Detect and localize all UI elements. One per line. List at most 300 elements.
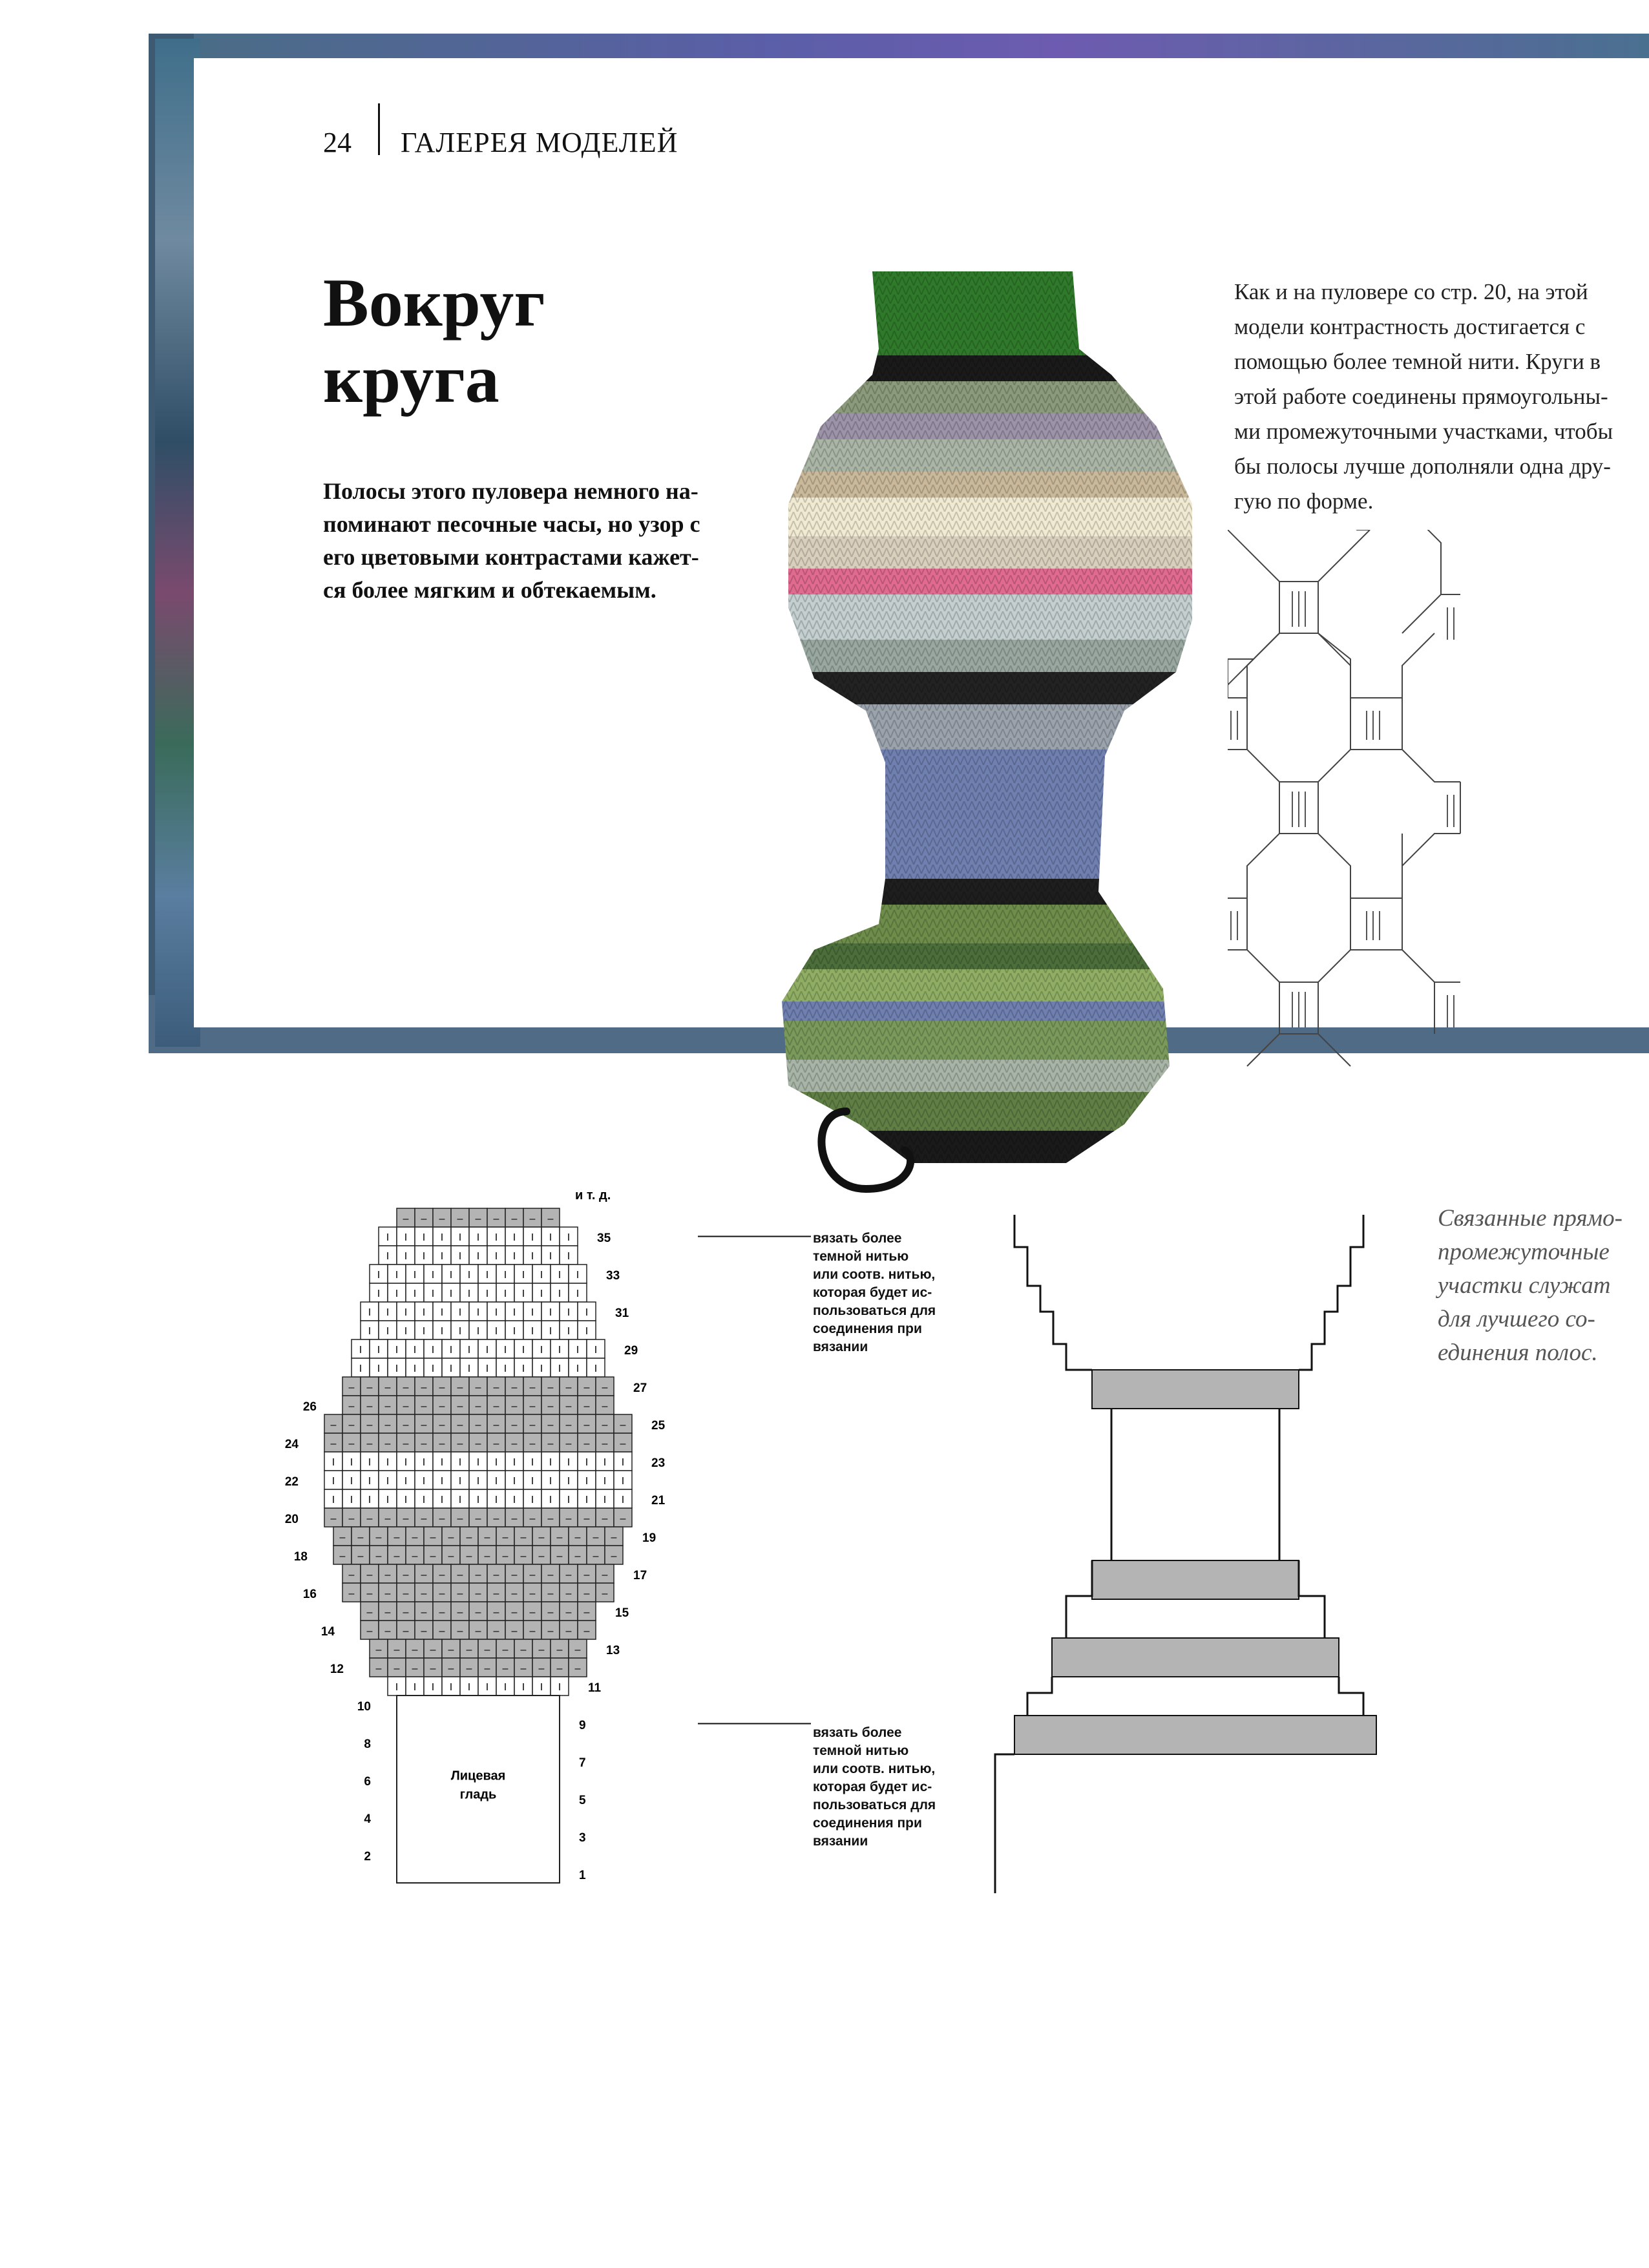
chart-cell-symbol: – [384,1513,391,1524]
chart-cell-symbol: I [395,1270,399,1281]
chart-cell-symbol: – [583,1382,590,1393]
chart-cell-symbol: I [386,1326,390,1337]
chart-cell-symbol: I [494,1251,498,1262]
chart-cell-symbol: – [421,1213,427,1224]
chart-cell-symbol: – [602,1513,608,1524]
chart-cell-symbol: – [583,1438,590,1449]
knitting-chart [284,1170,853,1919]
chart-cell-symbol: – [484,1663,490,1674]
chart-cell-symbol: – [475,1626,481,1637]
chart-cell-symbol: I [549,1457,552,1468]
chart-cell-symbol: – [620,1420,626,1431]
chart-cell-symbol: I [594,1363,598,1374]
chart-cell-symbol: – [529,1401,536,1412]
chart-cell-symbol: – [403,1570,409,1580]
annotation-line: вязании [813,1834,868,1849]
chart-cell-symbol: – [439,1438,445,1449]
chart-cell-symbol: I [530,1232,534,1243]
chart-cell-symbol: I [485,1270,489,1281]
chart-cell-symbol: – [529,1607,536,1618]
chart-cell-symbol: I [350,1457,353,1468]
chart-cell-symbol: I [413,1682,417,1693]
chart-cell-symbol: – [339,1551,346,1562]
chart-cell-symbol: I [540,1363,543,1374]
chart-cell-symbol: – [403,1626,409,1637]
chart-cell-symbol: – [421,1607,427,1618]
chart-cell-symbol: – [502,1663,509,1674]
chart-cell-symbol: I [594,1345,598,1356]
chart-cell-symbol: – [348,1588,355,1599]
chart-cell-symbol: – [430,1663,436,1674]
chart-cell-symbol: – [547,1438,554,1449]
chart-cell-symbol: I [368,1457,372,1468]
chart-cell-symbol: I [576,1288,580,1299]
caption-line: единения полос. [1438,1339,1598,1366]
chart-cell-symbol: I [404,1326,408,1337]
chart-cell-symbol: I [540,1682,543,1693]
chart-cell-symbol: – [511,1626,518,1637]
chart-cell-symbol: – [493,1213,499,1224]
caption-line: промежуточные [1438,1239,1610,1265]
chart-cell-symbol: I [576,1345,580,1356]
body-line: гую по форме. [1234,488,1374,514]
chart-cell-symbol: – [348,1570,355,1580]
chart-annotation-bottom [813,1724,936,1851]
chart-cell-symbol: I [395,1288,399,1299]
chart-cell-symbol: – [475,1401,481,1412]
chart-cell-symbol: – [375,1551,382,1562]
chart-cell-symbol: I [359,1363,362,1374]
chart-cell-symbol: – [493,1588,499,1599]
chart-cell-symbol: I [494,1232,498,1243]
chart-cell-symbol: I [413,1270,417,1281]
knitted-swatch-image [762,258,1228,1208]
chart-cell-symbol: – [475,1438,481,1449]
chart-cell-symbol: I [476,1307,480,1318]
chart-cell-symbol: – [593,1532,599,1543]
chart-cell-symbol: – [403,1438,409,1449]
chart-cell-symbol: – [448,1532,454,1543]
chart-cell-symbol: – [466,1644,472,1655]
chart-cell-symbol: I [603,1476,607,1487]
chart-cell-symbol: – [457,1420,463,1431]
chart-cell-symbol: – [421,1382,427,1393]
chart-cell-symbol: I [558,1363,562,1374]
stockinette-label: гладь [459,1787,497,1802]
chart-cell-symbol: – [583,1570,590,1580]
chart-row-number: 14 [320,1625,335,1639]
annotation-line: вязать более [813,1725,902,1740]
chart-cell-symbol: I [467,1345,471,1356]
chart-cell-symbol: I [512,1251,516,1262]
chart-cell-symbol: I [440,1232,444,1243]
chart-cell-symbol: I [404,1476,408,1487]
chart-cell-symbol: I [558,1270,562,1281]
chart-cell-symbol: – [511,1420,518,1431]
chart-cell-symbol: – [602,1382,608,1393]
chart-cell-symbol: – [457,1570,463,1580]
chart-cell-symbol: – [529,1570,536,1580]
chart-cell-symbol: – [565,1513,572,1524]
chart-cell-symbol: – [475,1382,481,1393]
chart-cell-symbol: – [439,1626,445,1637]
chart-cell-symbol: – [403,1588,409,1599]
chart-cell-symbol: I [350,1495,353,1506]
chart-cell-symbol: I [386,1251,390,1262]
chart-cell-symbol: – [556,1551,563,1562]
annotation-line: которая будет ис- [813,1780,932,1794]
chart-cell-symbol: I [359,1345,362,1356]
chart-cell-symbol: – [439,1570,445,1580]
chart-cell-symbol: – [448,1644,454,1655]
running-head: ГАЛЕРЕЯ МОДЕЛЕЙ [401,127,678,158]
chart-cell-symbol: – [620,1438,626,1449]
chart-cell-symbol: I [467,1363,471,1374]
chart-cell-symbol: I [494,1326,498,1337]
chart-row-number: 11 [588,1681,602,1695]
chart-cell-symbol: I [558,1682,562,1693]
chart-cell-symbol: I [530,1457,534,1468]
chart-row-number: 22 [284,1475,299,1489]
chart-cell-symbol: – [439,1513,445,1524]
chart-cell-symbol: – [430,1551,436,1562]
chart-cell-symbol: I [422,1326,426,1337]
page-number: 24 [323,127,352,158]
chart-cell-symbol: – [366,1438,373,1449]
chart-cell-symbol: – [475,1513,481,1524]
chart-cell-symbol: – [493,1570,499,1580]
chart-cell-symbol: I [331,1457,335,1468]
chart-cell-symbol: – [439,1382,445,1393]
intro-line: поминают песочные часы, но узор с [323,511,700,537]
chart-cell-symbol: I [350,1476,353,1487]
chart-cell-symbol: – [547,1588,554,1599]
chart-cell-symbol: – [547,1570,554,1580]
chart-cell-symbol: I [476,1476,480,1487]
chart-cell-symbol: I [422,1251,426,1262]
chart-cell-symbol: – [448,1663,454,1674]
chart-cell-symbol: I [368,1495,372,1506]
page-title [323,265,545,417]
chart-cell-symbol: – [430,1532,436,1543]
chart-row-number: 7 [579,1756,586,1770]
body-line: Как и на пуловере со стр. 20, на этой [1234,279,1588,304]
chart-cell-symbol: I [549,1495,552,1506]
chart-cell-symbol: I [467,1682,471,1693]
chart-cell-symbol: – [412,1644,418,1655]
chart-cell-symbol: – [565,1588,572,1599]
chart-cell-symbol: I [549,1251,552,1262]
chart-row-number: 19 [642,1531,656,1545]
chart-row-number: 17 [633,1569,647,1582]
chart-cell-symbol: I [368,1326,372,1337]
chart-row-number: 10 [357,1700,371,1714]
chart-cell-symbol: – [439,1213,445,1224]
chart-cell-symbol: – [529,1420,536,1431]
chart-cell-symbol: – [529,1213,536,1224]
chart-cell-symbol: – [565,1607,572,1618]
chart-cell-symbol: – [511,1607,518,1618]
chart-cell-symbol: I [440,1476,444,1487]
chart-row-number: 8 [364,1738,371,1751]
annotation-line: которая будет ис- [813,1285,932,1300]
chart-cell-symbol: – [565,1401,572,1412]
chart-cell-symbol: I [404,1232,408,1243]
chart-row-number: 23 [651,1456,666,1470]
intro-line: его цветовыми контрастами кажет- [323,544,699,570]
chart-row-number: 1 [579,1869,586,1882]
chart-cell-symbol: – [457,1438,463,1449]
chart-cell-symbol: – [565,1438,572,1449]
chart-cell-symbol: – [439,1401,445,1412]
chart-cell-symbol: I [440,1457,444,1468]
chart-cell-symbol: – [457,1401,463,1412]
chart-cell-symbol: I [404,1251,408,1262]
chart-cell-symbol: I [485,1288,489,1299]
chart-cell-symbol: – [348,1382,355,1393]
chart-row-number: 20 [284,1513,299,1526]
chart-cell-symbol: I [431,1270,435,1281]
chart-cell-symbol: I [567,1326,571,1337]
chart-cell-symbol: – [348,1401,355,1412]
chart-cell-symbol: – [511,1438,518,1449]
chart-cell-symbol: – [484,1532,490,1543]
chart-cell-symbol: – [493,1438,499,1449]
chart-cell-symbol: – [366,1513,373,1524]
chart-cell-symbol: – [520,1551,527,1562]
chart-cell-symbol: I [530,1476,534,1487]
chart-cell-symbol: I [549,1232,552,1243]
chart-cell-symbol: I [530,1326,534,1337]
chart-cell-symbol: I [603,1495,607,1506]
chart-cell-symbol: I [567,1476,571,1487]
chart-cell-symbol: I [404,1457,408,1468]
chart-cell-symbol: – [403,1213,409,1224]
chart-cell-symbol: I [503,1270,507,1281]
chart-cell-symbol: – [384,1588,391,1599]
figure-caption [1438,1202,1623,1370]
annotation-line: темной нитью [813,1249,909,1264]
chart-cell-symbol: I [395,1363,399,1374]
chart-cell-symbol: – [366,1570,373,1580]
chart-cell-symbol: I [521,1345,525,1356]
body-line: модели контрастность достигается с [1234,314,1586,339]
chart-cell-symbol: – [556,1532,563,1543]
chart-cell-symbol: – [493,1401,499,1412]
chart-cell-symbol: – [529,1382,536,1393]
chart-cell-symbol: – [394,1532,400,1543]
chart-cell-symbol: – [439,1588,445,1599]
chart-cell-symbol: I [494,1495,498,1506]
chart-cell-symbol: I [576,1270,580,1281]
chart-cell-symbol: – [583,1588,590,1599]
intro-line: Полосы этого пуловера немного на- [323,478,698,504]
chart-cell-symbol: I [422,1307,426,1318]
chart-cell-symbol: I [413,1345,417,1356]
chart-row-number: 29 [624,1344,638,1358]
chart-cell-symbol: I [530,1495,534,1506]
chart-cell-symbol: I [567,1457,571,1468]
chart-cell-symbol: – [475,1588,481,1599]
chart-cell-symbol: I [585,1457,589,1468]
annotation-line: пользоваться для [813,1303,936,1318]
chart-cell-symbol: – [366,1401,373,1412]
chart-cell-symbol: – [511,1213,518,1224]
chart-cell-symbol: I [431,1345,435,1356]
chart-cell-symbol: I [458,1232,462,1243]
chart-cell-symbol: – [493,1513,499,1524]
chart-cell-symbol: – [502,1644,509,1655]
chart-cell-symbol: – [511,1513,518,1524]
chart-cell-symbol: I [512,1326,516,1337]
chart-cell-symbol: – [484,1551,490,1562]
chart-cell-symbol: – [547,1420,554,1431]
chart-cell-symbol: – [520,1644,527,1655]
chart-cell-symbol: I [331,1495,335,1506]
chart-cell-symbol: – [375,1644,382,1655]
chart-cell-symbol: I [404,1495,408,1506]
chart-cell-symbol: I [458,1457,462,1468]
annotation-line: или соотв. нитью, [813,1267,936,1282]
chart-cell-symbol: – [375,1663,382,1674]
chart-cell-symbol: I [413,1363,417,1374]
chart-cell-symbol: I [621,1476,625,1487]
chart-cell-symbol: – [403,1420,409,1431]
title-line-2: круга [323,341,499,417]
chart-cell-symbol: – [348,1513,355,1524]
chart-cell-symbol: I [567,1251,571,1262]
chart-row-number: 12 [330,1663,344,1676]
chart-cell-symbol: – [421,1513,427,1524]
body-line: бы полосы лучше дополняли одна дру- [1234,454,1611,479]
chart-cell-symbol: – [547,1382,554,1393]
chart-row-number: 21 [651,1494,666,1507]
body-line: этой работе соединены прямоугольны- [1234,384,1608,409]
chart-row-number: 5 [579,1794,586,1807]
chart-cell-symbol: I [440,1307,444,1318]
chart-cell-symbol: – [583,1607,590,1618]
chart-cell-symbol: – [547,1513,554,1524]
chart-cell-symbol: I [585,1495,589,1506]
chart-cell-symbol: – [421,1570,427,1580]
intro-paragraph [323,475,743,607]
chart-cell-symbol: I [431,1288,435,1299]
chart-cell-symbol: – [520,1663,527,1674]
chart-cell-symbol: – [502,1551,509,1562]
chart-cell-symbol: – [520,1532,527,1543]
chart-cell-symbol: I [386,1232,390,1243]
chart-cell-symbol: I [377,1288,381,1299]
chart-cell-symbol: – [611,1551,617,1562]
chart-cell-symbol: – [366,1588,373,1599]
chart-cell-symbol: I [458,1326,462,1337]
chart-cell-symbol: I [512,1307,516,1318]
chart-cell-symbol: I [386,1307,390,1318]
chart-cell-symbol: – [556,1663,563,1674]
chart-cell-symbol: – [602,1588,608,1599]
chart-row-number: 2 [364,1850,371,1864]
chart-cell-symbol: I [530,1251,534,1262]
chart-cell-symbol: – [357,1532,364,1543]
chart-row-number: 15 [615,1606,629,1620]
body-paragraph [1234,275,1648,519]
chart-cell-symbol: – [384,1438,391,1449]
chart-cell-symbol: I [467,1270,471,1281]
chart-cell-symbol: – [583,1513,590,1524]
chart-cell-symbol: – [611,1532,617,1543]
chart-cell-symbol: – [574,1663,581,1674]
chart-cell-symbol: I [485,1682,489,1693]
chart-cell-symbol: I [422,1457,426,1468]
chart-cell-symbol: I [576,1363,580,1374]
chart-cell-symbol: – [547,1626,554,1637]
chart-cell-symbol: – [475,1570,481,1580]
chart-cell-symbol: – [493,1420,499,1431]
chart-cell-symbol: – [384,1401,391,1412]
intro-line: ся более мягким и обтекаемым. [323,577,656,603]
chart-cell-symbol: – [511,1382,518,1393]
chart-cell-symbol: I [503,1288,507,1299]
chart-cell-symbol: I [494,1476,498,1487]
chart-cell-symbol: I [377,1363,381,1374]
chart-cell-symbol: I [549,1476,552,1487]
chart-cell-symbol: – [403,1382,409,1393]
chart-cell-symbol: – [475,1213,481,1224]
chart-cell-symbol: I [621,1495,625,1506]
chart-cell-symbol: I [603,1457,607,1468]
chart-cell-symbol: – [466,1532,472,1543]
annotation-line: пользоваться для [813,1798,936,1812]
chart-cell-symbol: – [583,1401,590,1412]
chart-cell-symbol: I [549,1307,552,1318]
chart-cell-symbol: – [394,1644,400,1655]
chart-cell-symbol: I [413,1288,417,1299]
chart-cell-symbol: I [458,1495,462,1506]
chart-cell-symbol: I [558,1345,562,1356]
annotation-line: вязании [813,1339,868,1354]
chart-cell-symbol: – [448,1551,454,1562]
chart-cell-symbol: I [567,1307,571,1318]
chart-cell-symbol: – [366,1420,373,1431]
chart-cell-symbol: – [421,1588,427,1599]
chart-cell-symbol: – [394,1663,400,1674]
chart-cell-symbol: I [458,1251,462,1262]
chart-cell-symbol: I [485,1345,489,1356]
chart-cell-symbol: – [574,1551,581,1562]
chart-cell-symbol: I [512,1495,516,1506]
chart-cell-symbol: I [512,1232,516,1243]
chart-cell-symbol: – [475,1420,481,1431]
body-line: помощью более темной нити. Круги в [1234,349,1601,374]
chart-cell-symbol: I [449,1345,453,1356]
chart-cell-symbol: – [529,1588,536,1599]
chart-cell-symbol: – [484,1644,490,1655]
chart-cell-symbol: I [422,1476,426,1487]
chart-cell-symbol: I [476,1251,480,1262]
chart-continuation-label: и т. д. [575,1188,611,1202]
chart-cell-symbol: I [476,1457,480,1468]
chart-cell-symbol: I [458,1476,462,1487]
chart-cell-symbol: I [512,1457,516,1468]
chart-cell-symbol: I [521,1270,525,1281]
chart-cell-symbol: – [384,1570,391,1580]
title-line-1: Вокруг [323,265,545,341]
chart-cell-symbol: – [384,1607,391,1618]
chart-cell-symbol: – [538,1644,545,1655]
chart-cell-symbol: – [602,1401,608,1412]
chart-cell-symbol: I [476,1495,480,1506]
chart-cell-symbol: I [449,1270,453,1281]
